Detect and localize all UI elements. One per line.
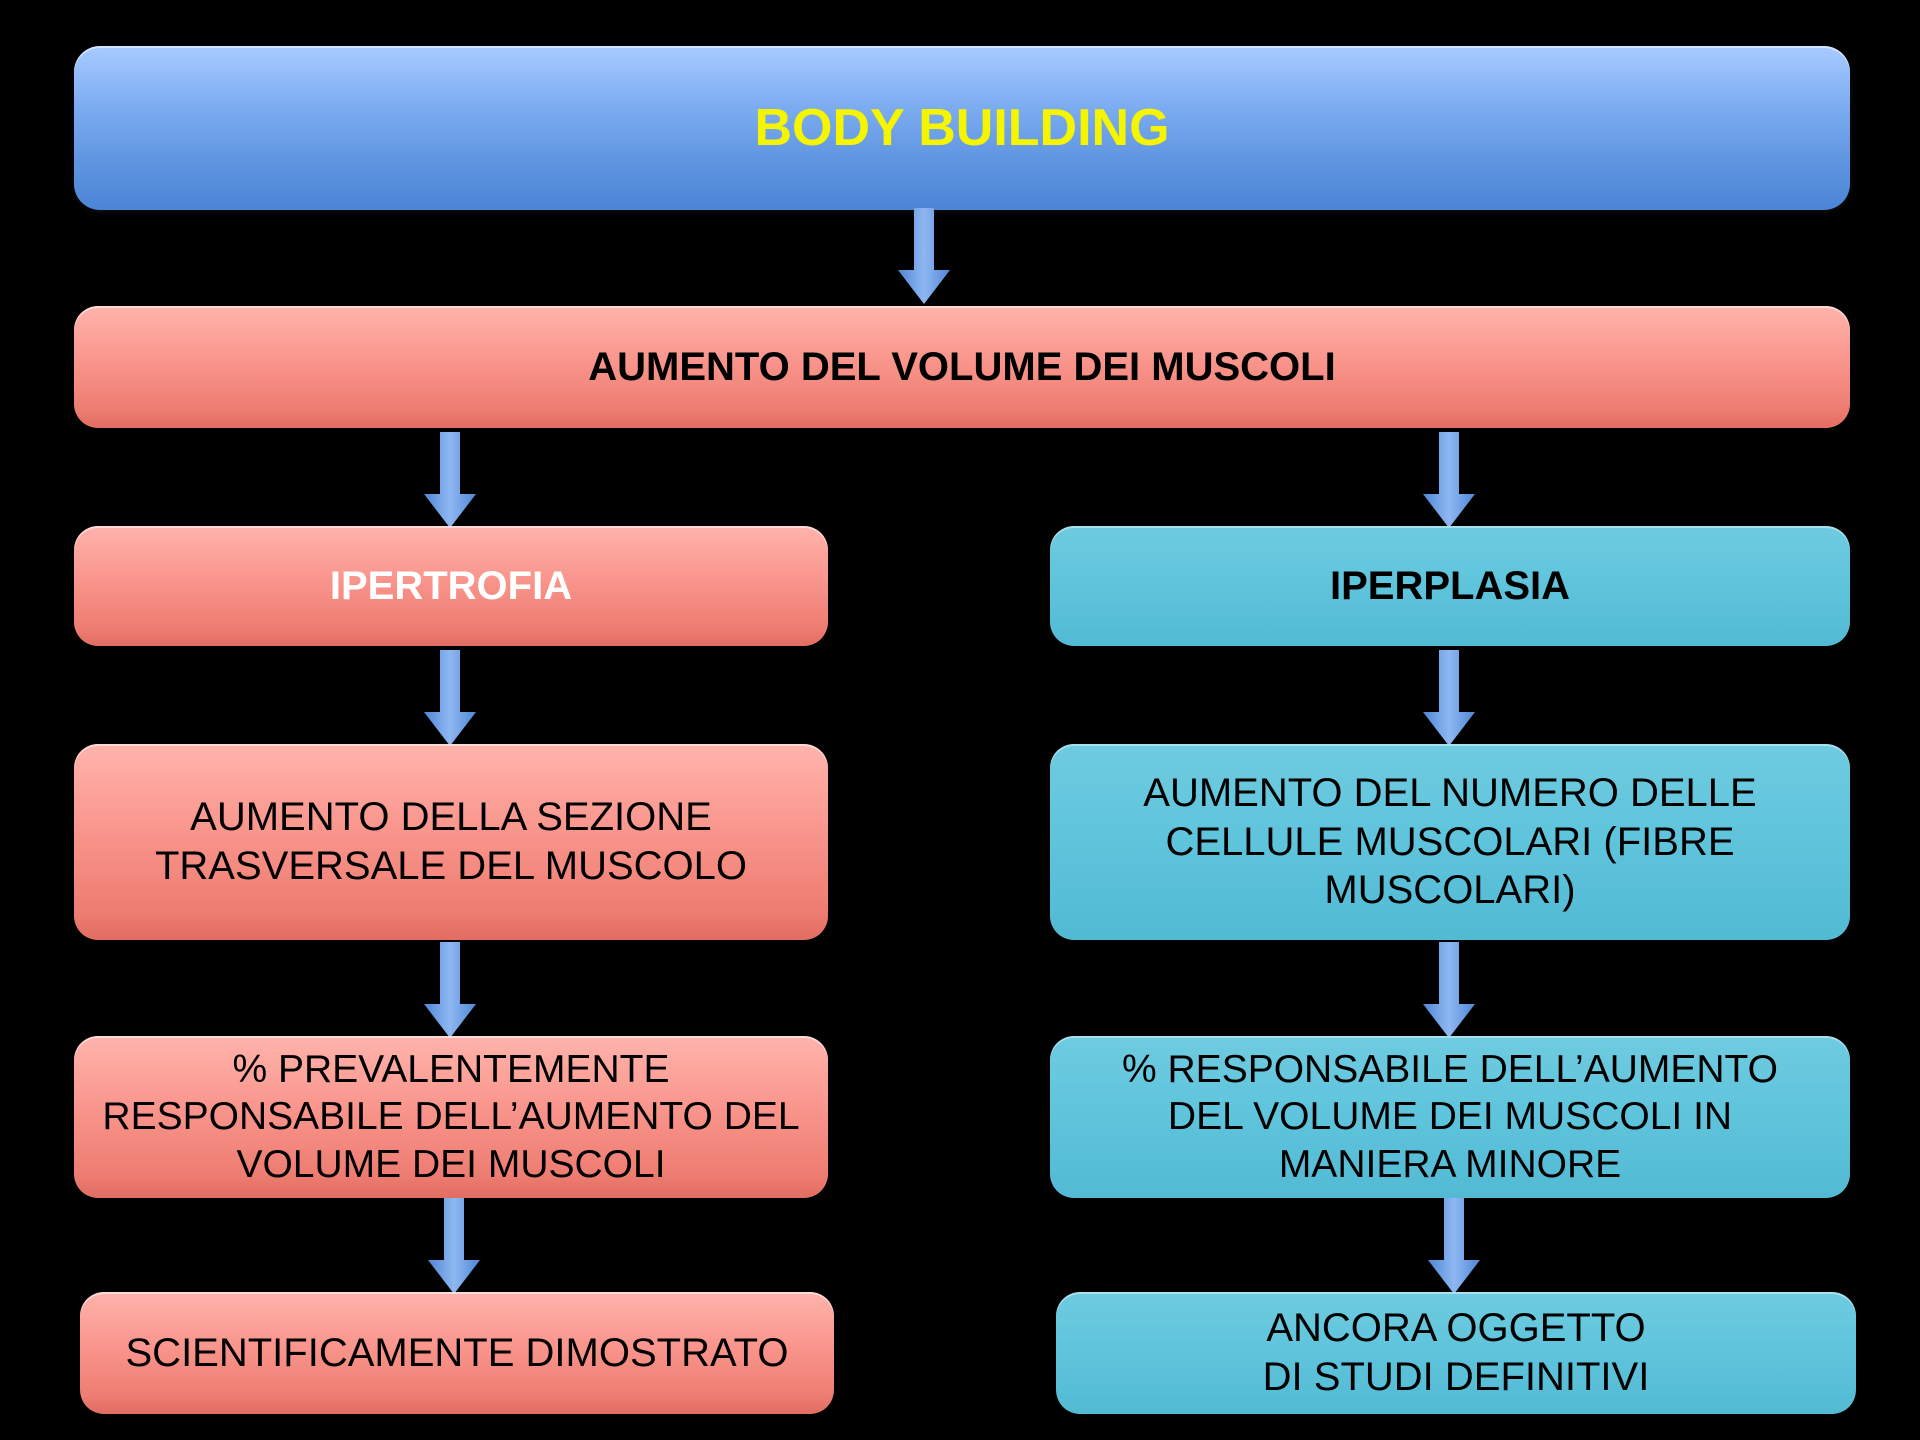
arrow-down-icon [1423,650,1475,746]
iperplasia-label: IPERPLASIA [1329,563,1571,608]
arrow-down-icon [1423,942,1475,1038]
ipertrofia-step-2-text: % PREVALENTEMENTE RESPONSABILE DELL’AUMENTO DEL VOLUME DEI MUSCOLI [102,1047,800,1186]
arrow-down-icon [424,650,476,746]
iperplasia-step-3-text: ANCORA OGGETTO DI STUDI DEFINITIVI [1262,1306,1650,1399]
ipertrofia-step-1-text: AUMENTO DELLA SEZIONE TRASVERSALE DEL MUSCOLO [154,795,747,888]
muscle-volume-box [74,306,1850,428]
ipertrofia-box [74,526,828,646]
arrow-down-icon [424,432,476,528]
ipertrofia-label: IPERTROFIA [329,563,573,608]
iperplasia-step-1 [1050,744,1850,940]
arrow-down-icon [424,942,476,1038]
title-box [74,46,1850,210]
arrow-down-icon [1423,432,1475,528]
muscle-volume-label: AUMENTO DEL VOLUME DEI MUSCOLI [588,344,1336,389]
ipertrofia-step-3-text: SCIENTIFICAMENTE DIMOSTRATO [125,1330,789,1375]
iperplasia-step-2 [1050,1036,1850,1198]
iperplasia-box [1050,526,1850,646]
ipertrofia-step-1 [74,744,828,940]
iperplasia-step-2-text: % RESPONSABILE DELL’AUMENTO DEL VOLUME DEI MUSCOLI IN MANIERA MINORE [1122,1047,1778,1186]
arrow-down-icon [428,1198,480,1294]
ipertrofia-step-3 [80,1292,834,1414]
diagram-title: BODY BUILDING [754,99,1170,157]
ipertrofia-step-2 [74,1036,828,1198]
iperplasia-step-1-text: AUMENTO DEL NUMERO DELLE CELLULE MUSCOLARI (FIBRE MUSCOLARI) [1143,770,1757,913]
arrow-down-icon [1428,1198,1480,1294]
iperplasia-step-3 [1056,1292,1856,1414]
arrow-down-icon [898,208,950,304]
